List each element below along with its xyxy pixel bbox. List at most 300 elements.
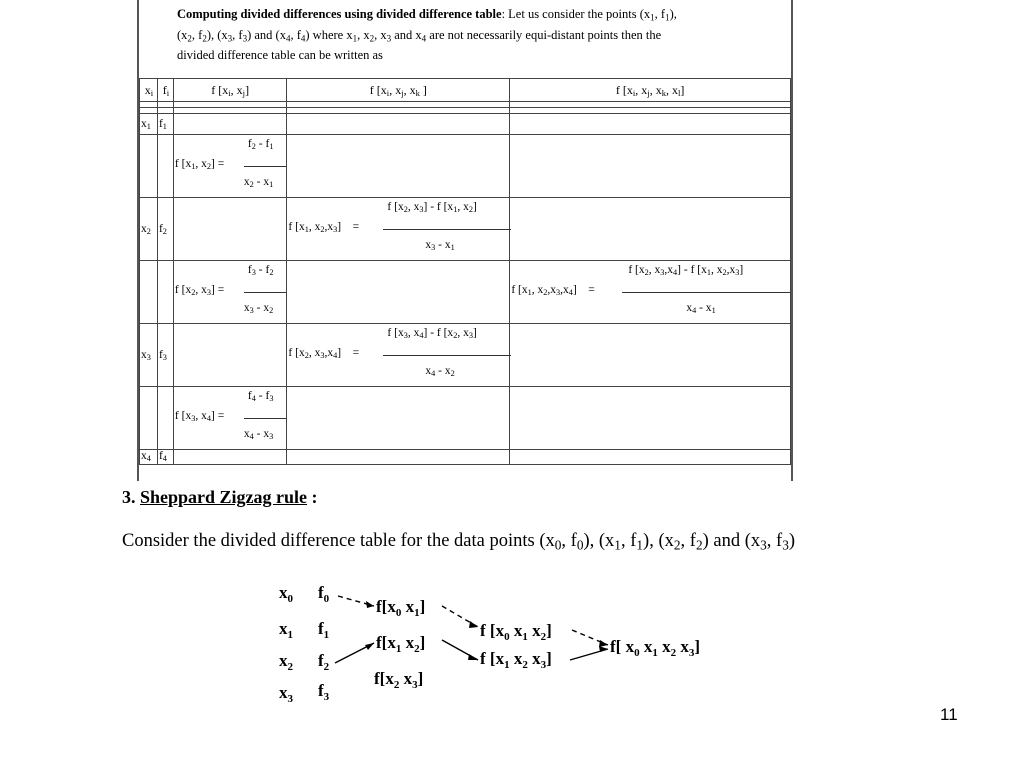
fraction-numerator — [628, 264, 743, 276]
t: ] — [419, 633, 426, 652]
sub: 2 — [453, 331, 458, 341]
t: ] — [472, 201, 477, 213]
t: x — [279, 583, 288, 602]
t: ,x — [547, 284, 557, 296]
fraction-lhs — [511, 284, 594, 296]
sub: 3 — [191, 414, 196, 424]
t: - x — [696, 302, 712, 314]
t: f [x — [511, 284, 528, 296]
cell — [173, 198, 287, 261]
section-heading — [122, 487, 318, 508]
intro-paragraph — [177, 4, 777, 66]
solid-connector — [335, 643, 374, 663]
t: , x — [457, 327, 469, 339]
section-number: 3. — [122, 487, 140, 507]
sub: k — [661, 87, 667, 98]
t: , f — [561, 531, 577, 551]
sub: i — [166, 87, 170, 98]
sub: j — [401, 87, 404, 98]
t: , x — [308, 347, 321, 359]
sub: 2 — [695, 537, 703, 553]
sub: 1 — [269, 180, 274, 190]
fraction-numerator — [387, 327, 476, 339]
sub: 2 — [187, 32, 192, 43]
t: x — [279, 683, 288, 702]
sub: 4 — [692, 306, 697, 316]
table-row — [140, 198, 791, 261]
cell — [140, 387, 158, 450]
t: x — [676, 637, 689, 656]
sub: 1 — [287, 629, 293, 641]
cell — [510, 450, 791, 465]
t: x — [425, 239, 432, 251]
sub: 2 — [191, 288, 196, 298]
sub: 3 — [227, 32, 233, 43]
sub: 1 — [527, 288, 532, 298]
t: f — [247, 264, 252, 276]
sub: 4 — [249, 432, 254, 442]
fraction-bar — [244, 418, 286, 419]
fraction-denominator — [244, 176, 273, 188]
t: ] — [694, 637, 700, 656]
t: ] — [546, 621, 552, 640]
t: x — [509, 621, 523, 640]
t: - f — [255, 390, 270, 402]
sub: 2 — [269, 268, 274, 278]
t: f [x — [387, 201, 404, 213]
t: ] — [417, 669, 424, 688]
sub: 3 — [660, 268, 665, 278]
first-difference-12 — [173, 135, 287, 198]
x-cell — [140, 198, 158, 261]
t: f — [247, 390, 252, 402]
t: ] - f [x — [423, 201, 454, 213]
fraction-numerator — [248, 390, 274, 402]
t: f — [247, 138, 252, 150]
sub: 1 — [414, 607, 420, 619]
arrowhead — [366, 601, 374, 608]
fraction-denominator — [244, 302, 273, 314]
sub: j — [242, 87, 246, 98]
fraction-bar — [383, 229, 511, 230]
arrowhead — [468, 654, 478, 660]
zz-f1 — [318, 619, 329, 641]
sub: 1 — [711, 306, 716, 316]
hdr-text: f [x — [211, 82, 229, 97]
f-label: f — [158, 118, 163, 130]
sub: 1 — [191, 162, 196, 172]
sub: 3 — [782, 537, 789, 553]
t: ] = — [572, 284, 595, 296]
t: ] — [472, 327, 477, 339]
zz-f-x0-x1-x2 — [480, 621, 552, 643]
fraction-lhs — [175, 158, 224, 170]
divided-difference-figure — [137, 0, 793, 481]
fraction-lhs — [175, 410, 224, 422]
t: f — [318, 583, 324, 602]
t: ] = — [337, 221, 360, 233]
f-cell — [157, 450, 173, 465]
t: ] - f [x — [677, 264, 707, 276]
first-difference-34 — [173, 387, 287, 450]
sub: 3 — [269, 394, 274, 404]
cell — [287, 450, 510, 465]
sub: 2 — [146, 227, 151, 237]
sub: l — [678, 87, 681, 98]
table-row — [140, 387, 791, 450]
t: f [x — [480, 649, 505, 668]
intro-text: , x — [357, 27, 370, 42]
zz-x0 — [279, 583, 294, 605]
t: ] = — [210, 410, 225, 422]
sub: 2 — [673, 537, 681, 553]
x-cell — [140, 114, 158, 135]
fraction — [287, 198, 509, 260]
cell — [510, 198, 791, 261]
sub: 1 — [665, 12, 670, 23]
sub: 3 — [146, 353, 151, 363]
sub: 3 — [287, 693, 293, 705]
fraction-denominator — [686, 302, 715, 314]
header-xi — [140, 79, 158, 102]
sub: 3 — [403, 331, 408, 341]
hdr-text: ] — [680, 82, 685, 97]
sub: 2 — [269, 306, 274, 316]
fraction-bar — [244, 166, 286, 167]
sub: 3 — [333, 225, 338, 235]
fraction — [174, 135, 287, 197]
sub: 0 — [576, 537, 584, 553]
t: - f — [255, 264, 270, 276]
sub: 2 — [323, 661, 330, 673]
t: f [x — [174, 410, 192, 422]
intro-text: , f — [191, 27, 203, 42]
t: f [x — [387, 327, 404, 339]
sub: 2 — [670, 647, 677, 659]
fraction-lhs — [288, 221, 359, 233]
t: - x — [435, 365, 451, 377]
header-first-difference — [173, 79, 287, 102]
sub: 0 — [287, 593, 293, 605]
t: x — [243, 176, 250, 188]
fraction-lhs — [175, 284, 224, 296]
x-label: x — [141, 223, 147, 235]
sub: 2 — [320, 225, 325, 235]
t: x — [509, 649, 523, 668]
sub: 4 — [421, 32, 427, 43]
sub: 1 — [395, 643, 402, 655]
t: ,x — [726, 264, 736, 276]
hdr-text: f [x — [615, 82, 633, 97]
fraction-denominator — [425, 365, 454, 377]
t: x — [279, 619, 288, 638]
sub: 2 — [722, 268, 727, 278]
table-row — [140, 450, 791, 465]
sub: 3 — [162, 353, 167, 363]
sub: 1 — [652, 647, 658, 659]
cell — [287, 387, 510, 450]
sub: 1 — [636, 537, 644, 553]
intro-text: : Let us consider the points (x — [501, 7, 651, 21]
sub: 4 — [251, 394, 256, 404]
t: x — [279, 651, 288, 670]
t: f — [318, 681, 324, 700]
zz-f-x1-x2 — [376, 633, 425, 655]
divided-difference-table — [139, 78, 791, 465]
sub: k — [415, 87, 420, 98]
hdr-text: , x — [230, 82, 243, 97]
t: f — [318, 619, 324, 638]
t: x — [425, 365, 432, 377]
t: f [x — [480, 621, 505, 640]
t: ,x — [324, 347, 334, 359]
sub: 2 — [414, 643, 420, 655]
sub: 1 — [450, 243, 455, 253]
table-row — [140, 261, 791, 324]
sub: 2 — [206, 162, 211, 172]
t: x — [639, 637, 653, 656]
sub: 4 — [431, 369, 436, 379]
cell — [510, 324, 791, 387]
sub: 2 — [403, 205, 408, 215]
sub: 1 — [453, 205, 458, 215]
sub: 3 — [320, 351, 325, 361]
t: x — [527, 621, 541, 640]
zz-x2 — [279, 651, 294, 673]
t: , f — [680, 531, 696, 551]
sub: 4 — [568, 288, 573, 298]
header-third-difference — [510, 79, 791, 102]
sub: 3 — [419, 205, 424, 215]
cell — [157, 135, 173, 198]
f-label: f — [158, 349, 163, 361]
second-difference-234 — [287, 324, 510, 387]
fraction-denominator — [244, 428, 273, 440]
t: x — [243, 428, 250, 440]
sub: 1 — [522, 631, 528, 643]
sub: 0 — [504, 631, 510, 643]
hdr-text: , x — [389, 82, 402, 97]
sub: 0 — [323, 593, 330, 605]
x-label: x — [141, 118, 147, 130]
sub: 3 — [412, 679, 418, 691]
arrowhead — [469, 621, 478, 628]
t: , x — [531, 284, 544, 296]
f-label: f — [158, 450, 163, 462]
sub: 3 — [556, 288, 561, 298]
sub: 3 — [269, 432, 274, 442]
zz-x1 — [279, 619, 293, 641]
hdr-text: , x — [403, 82, 416, 97]
t: Consider the divided difference table for the data points (x — [122, 531, 555, 551]
t: , x — [407, 201, 420, 213]
x-cell — [140, 324, 158, 387]
sub: 1 — [323, 629, 330, 641]
table-row — [140, 324, 791, 387]
zigzag-connectors — [335, 596, 608, 663]
zz-f-x1-x2-x3 — [480, 649, 552, 671]
zz-f2 — [318, 651, 330, 673]
intro-text: ) where x — [305, 27, 353, 42]
fraction-numerator — [387, 201, 476, 213]
t: x — [686, 302, 693, 314]
sub: 2 — [249, 180, 254, 190]
dashed-connector — [442, 606, 478, 627]
fraction — [174, 261, 287, 323]
cell — [287, 135, 510, 198]
intro-text: are not necessarily equi-distant points then the — [426, 27, 662, 42]
t: ,x — [324, 221, 334, 233]
fraction — [510, 261, 790, 323]
t: , x — [648, 264, 661, 276]
sub: 1 — [504, 659, 510, 671]
x-label: x — [144, 82, 151, 97]
sub: i — [150, 87, 154, 98]
t: - x — [253, 302, 270, 314]
x-cell — [140, 450, 158, 465]
sub: i — [228, 87, 231, 98]
first-difference-23 — [173, 261, 287, 324]
sub: 2 — [202, 32, 207, 43]
sub: 2 — [304, 351, 309, 361]
f-label: f — [162, 82, 167, 97]
cell — [140, 135, 158, 198]
x-label: x — [141, 349, 147, 361]
t: f[ x — [610, 637, 635, 656]
f-cell — [157, 324, 173, 387]
sub: 4 — [162, 454, 167, 464]
fraction-denominator — [425, 239, 454, 251]
t: ) — [788, 531, 796, 551]
cell — [140, 261, 158, 324]
sub: 4 — [146, 454, 151, 464]
t: f[x — [376, 597, 396, 616]
sub: 0 — [554, 537, 562, 553]
intro-line-2 — [177, 25, 777, 46]
arrowhead — [365, 643, 374, 650]
t: ), (x — [583, 531, 615, 551]
x-label: x — [141, 450, 147, 462]
solid-connector — [570, 649, 608, 660]
sub: 1 — [269, 142, 274, 152]
intro-text: , x — [374, 27, 387, 42]
t: ] = — [337, 347, 360, 359]
sub: 4 — [673, 268, 678, 278]
cell — [157, 261, 173, 324]
zz-f-x0-x1 — [376, 597, 425, 619]
zz-f-x2-x3 — [374, 669, 423, 691]
sub: 1 — [706, 268, 712, 278]
fraction-lhs — [288, 347, 359, 359]
hdr-text: f [x — [369, 82, 387, 97]
solid-connector — [442, 640, 478, 660]
table-header-row — [140, 79, 791, 102]
fraction-bar — [622, 292, 790, 293]
intro-lead: Computing divided differences using divided difference table — [177, 7, 502, 21]
t: ] = — [210, 158, 225, 170]
t: ), (x — [643, 531, 674, 551]
sub: 2 — [468, 205, 473, 215]
t: x — [243, 302, 250, 314]
t: x — [399, 669, 413, 688]
sub: 1 — [162, 122, 167, 132]
t: ] — [739, 264, 744, 276]
zz-x3 — [279, 683, 294, 705]
t: ] - f [x — [423, 327, 454, 339]
t: x — [657, 637, 671, 656]
sub: 4 — [333, 351, 338, 361]
f-label: f — [158, 223, 163, 235]
cell — [173, 450, 287, 465]
sub: 3 — [206, 288, 211, 298]
second-difference-123 — [287, 198, 510, 261]
hdr-text: ] — [245, 82, 250, 97]
sub: 3 — [735, 268, 740, 278]
sub: 2 — [393, 679, 400, 691]
hdr-text: , x — [649, 82, 662, 97]
sub: 3 — [760, 537, 767, 553]
sub: 3 — [468, 331, 473, 341]
sub: 3 — [431, 243, 436, 253]
arrowheads — [365, 601, 608, 660]
section-colon: : — [307, 487, 318, 507]
arrowhead — [599, 640, 608, 647]
arrowhead — [599, 646, 608, 652]
hdr-text: ] — [419, 82, 427, 97]
zz-f-x0-x1-x2-x3 — [610, 637, 700, 659]
intro-text: ), (x — [206, 27, 228, 42]
t: - x — [435, 239, 451, 251]
intro-text: , f — [290, 27, 301, 42]
sub: 1 — [650, 12, 655, 23]
header-second-difference — [287, 79, 510, 102]
sub: 3 — [386, 32, 392, 43]
fraction-numerator — [248, 264, 274, 276]
fraction-bar — [383, 355, 511, 356]
cell — [173, 324, 287, 387]
t: f [x — [288, 221, 305, 233]
sub: i — [632, 87, 636, 98]
t: ,x — [664, 264, 674, 276]
t: f [x — [628, 264, 645, 276]
t: f[x — [376, 633, 396, 652]
dashed-connector — [572, 630, 608, 645]
header-fi — [157, 79, 173, 102]
sub: 2 — [251, 142, 256, 152]
t: f [x — [174, 158, 192, 170]
sub: 0 — [634, 647, 640, 659]
intro-text: and x — [391, 27, 422, 42]
fraction-bar — [244, 292, 286, 293]
cell — [157, 387, 173, 450]
cell — [287, 261, 510, 324]
zz-f3 — [318, 681, 330, 703]
hdr-text: , x — [666, 82, 679, 97]
t: x — [401, 597, 415, 616]
sub: 4 — [419, 331, 424, 341]
cell — [510, 135, 791, 198]
t: , x — [711, 264, 723, 276]
sub: 3 — [323, 691, 330, 703]
t: , x — [195, 158, 207, 170]
sub: i — [386, 87, 390, 98]
t: f[x — [374, 669, 394, 688]
t: - x — [253, 428, 270, 440]
t: , f — [766, 531, 783, 551]
fraction — [287, 324, 509, 386]
sub: 2 — [540, 631, 547, 643]
section-title: Sheppard Zigzag rule — [140, 487, 308, 507]
